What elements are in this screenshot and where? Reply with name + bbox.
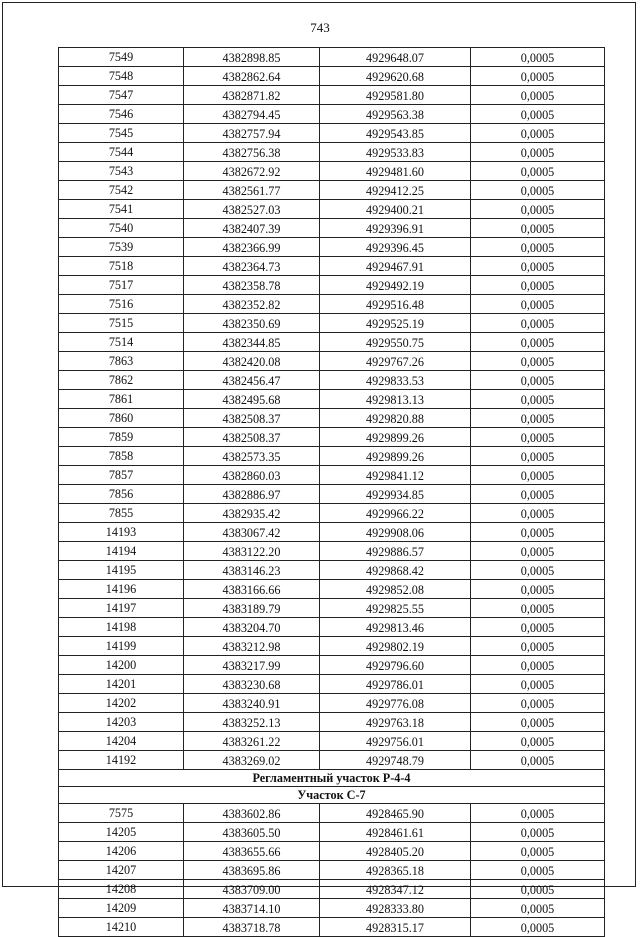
accuracy-cell: 0,0005 [471, 371, 605, 390]
point-number-cell: 14204 [59, 732, 184, 751]
table-row [59, 751, 605, 770]
accuracy-cell: 0,0005 [471, 899, 605, 918]
accuracy-cell: 0,0005 [471, 352, 605, 371]
accuracy-cell: 0,0005 [471, 409, 605, 428]
table-row [59, 599, 605, 618]
table-row [59, 899, 605, 918]
point-number-cell: 14206 [59, 842, 184, 861]
x-coordinate-cell: 4383655.66 [184, 842, 320, 861]
x-coordinate-cell: 4382344.85 [184, 333, 320, 352]
point-number-cell: 14193 [59, 523, 184, 542]
table-row [59, 580, 605, 599]
table-row [59, 428, 605, 447]
y-coordinate-cell: 4929796.60 [320, 656, 471, 675]
point-number-cell: 7540 [59, 219, 184, 238]
table-row [59, 656, 605, 675]
y-coordinate-cell: 4929886.57 [320, 542, 471, 561]
point-number-cell: 7856 [59, 485, 184, 504]
x-coordinate-cell: 4383166.66 [184, 580, 320, 599]
accuracy-cell: 0,0005 [471, 713, 605, 732]
y-coordinate-cell: 4929648.07 [320, 48, 471, 67]
y-coordinate-cell: 4929756.01 [320, 732, 471, 751]
x-coordinate-cell: 4382508.37 [184, 409, 320, 428]
accuracy-cell: 0,0005 [471, 880, 605, 899]
x-coordinate-cell: 4383189.79 [184, 599, 320, 618]
point-number-cell: 7544 [59, 143, 184, 162]
y-coordinate-cell: 4929802.19 [320, 637, 471, 656]
x-coordinate-cell: 4382358.78 [184, 276, 320, 295]
accuracy-cell: 0,0005 [471, 124, 605, 143]
accuracy-cell: 0,0005 [471, 694, 605, 713]
y-coordinate-cell: 4929767.26 [320, 352, 471, 371]
table-row [59, 295, 605, 314]
y-coordinate-cell: 4929763.18 [320, 713, 471, 732]
table-row [59, 181, 605, 200]
section-row [59, 770, 605, 787]
point-number-cell: 14197 [59, 599, 184, 618]
table-row [59, 561, 605, 580]
accuracy-cell: 0,0005 [471, 295, 605, 314]
x-coordinate-cell: 4382862.64 [184, 67, 320, 86]
table-row [59, 504, 605, 523]
x-coordinate-cell: 4382573.35 [184, 447, 320, 466]
y-coordinate-cell: 4929400.21 [320, 200, 471, 219]
y-coordinate-cell: 4929581.80 [320, 86, 471, 105]
x-coordinate-cell: 4382794.45 [184, 105, 320, 124]
point-number-cell: 7862 [59, 371, 184, 390]
point-number-cell: 7548 [59, 67, 184, 86]
accuracy-cell: 0,0005 [471, 314, 605, 333]
y-coordinate-cell: 4929481.60 [320, 162, 471, 181]
x-coordinate-cell: 4382935.42 [184, 504, 320, 523]
point-number-cell: 7547 [59, 86, 184, 105]
x-coordinate-cell: 4382871.82 [184, 86, 320, 105]
table-body-bottom [59, 804, 605, 937]
accuracy-cell: 0,0005 [471, 276, 605, 295]
accuracy-cell: 0,0005 [471, 162, 605, 181]
table-row [59, 162, 605, 181]
point-number-cell: 7857 [59, 466, 184, 485]
accuracy-cell: 0,0005 [471, 618, 605, 637]
table-row [59, 238, 605, 257]
table-row [59, 447, 605, 466]
y-coordinate-cell: 4929934.85 [320, 485, 471, 504]
x-coordinate-cell: 4383217.99 [184, 656, 320, 675]
point-number-cell: 7516 [59, 295, 184, 314]
y-coordinate-cell: 4929776.08 [320, 694, 471, 713]
subsection-row [59, 787, 605, 804]
point-number-cell: 7539 [59, 238, 184, 257]
x-coordinate-cell: 4382508.37 [184, 428, 320, 447]
table-row [59, 861, 605, 880]
x-coordinate-cell: 4382898.85 [184, 48, 320, 67]
accuracy-cell: 0,0005 [471, 637, 605, 656]
y-coordinate-cell: 4929412.25 [320, 181, 471, 200]
y-coordinate-cell: 4928461.61 [320, 823, 471, 842]
x-coordinate-cell: 4382364.73 [184, 257, 320, 276]
table-row [59, 48, 605, 67]
x-coordinate-cell: 4383204.70 [184, 618, 320, 637]
y-coordinate-cell: 4928365.18 [320, 861, 471, 880]
y-coordinate-cell: 4928465.90 [320, 804, 471, 823]
y-coordinate-cell: 4928333.80 [320, 899, 471, 918]
x-coordinate-cell: 4382420.08 [184, 352, 320, 371]
y-coordinate-cell: 4929852.08 [320, 580, 471, 599]
accuracy-cell: 0,0005 [471, 447, 605, 466]
y-coordinate-cell: 4929966.22 [320, 504, 471, 523]
accuracy-cell: 0,0005 [471, 390, 605, 409]
table-row [59, 86, 605, 105]
table-row [59, 823, 605, 842]
table-row [59, 333, 605, 352]
table-row [59, 804, 605, 823]
x-coordinate-cell: 4383067.42 [184, 523, 320, 542]
x-coordinate-cell: 4382860.03 [184, 466, 320, 485]
y-coordinate-cell: 4929833.53 [320, 371, 471, 390]
table-row [59, 618, 605, 637]
table-row [59, 352, 605, 371]
x-coordinate-cell: 4383122.20 [184, 542, 320, 561]
point-number-cell: 14210 [59, 918, 184, 937]
point-number-cell: 14195 [59, 561, 184, 580]
table-row [59, 390, 605, 409]
point-number-cell: 14192 [59, 751, 184, 770]
point-number-cell: 14196 [59, 580, 184, 599]
section-title: Регламентный участок Р-4-4 [59, 770, 605, 787]
table-row [59, 124, 605, 143]
table-row [59, 842, 605, 861]
point-number-cell: 14200 [59, 656, 184, 675]
y-coordinate-cell: 4929748.79 [320, 751, 471, 770]
point-number-cell: 14202 [59, 694, 184, 713]
y-coordinate-cell: 4929467.91 [320, 257, 471, 276]
x-coordinate-cell: 4383718.78 [184, 918, 320, 937]
accuracy-cell: 0,0005 [471, 48, 605, 67]
point-number-cell: 7545 [59, 124, 184, 143]
accuracy-cell: 0,0005 [471, 918, 605, 937]
y-coordinate-cell: 4929543.85 [320, 124, 471, 143]
x-coordinate-cell: 4382495.68 [184, 390, 320, 409]
y-coordinate-cell: 4929492.19 [320, 276, 471, 295]
table-row [59, 485, 605, 504]
table-section-headers [59, 770, 605, 804]
accuracy-cell: 0,0005 [471, 561, 605, 580]
y-coordinate-cell: 4929396.45 [320, 238, 471, 257]
y-coordinate-cell: 4928315.17 [320, 918, 471, 937]
point-number-cell: 7517 [59, 276, 184, 295]
y-coordinate-cell: 4929620.68 [320, 67, 471, 86]
point-number-cell: 7541 [59, 200, 184, 219]
y-coordinate-cell: 4929396.91 [320, 219, 471, 238]
y-coordinate-cell: 4929899.26 [320, 447, 471, 466]
table-row [59, 732, 605, 751]
x-coordinate-cell: 4382886.97 [184, 485, 320, 504]
y-coordinate-cell: 4929525.19 [320, 314, 471, 333]
y-coordinate-cell: 4929563.38 [320, 105, 471, 124]
accuracy-cell: 0,0005 [471, 257, 605, 276]
table-row [59, 637, 605, 656]
accuracy-cell: 0,0005 [471, 823, 605, 842]
x-coordinate-cell: 4382527.03 [184, 200, 320, 219]
x-coordinate-cell: 4383261.22 [184, 732, 320, 751]
y-coordinate-cell: 4928347.12 [320, 880, 471, 899]
accuracy-cell: 0,0005 [471, 181, 605, 200]
y-coordinate-cell: 4929908.06 [320, 523, 471, 542]
accuracy-cell: 0,0005 [471, 580, 605, 599]
y-coordinate-cell: 4929516.48 [320, 295, 471, 314]
y-coordinate-cell: 4929868.42 [320, 561, 471, 580]
accuracy-cell: 0,0005 [471, 200, 605, 219]
x-coordinate-cell: 4383230.68 [184, 675, 320, 694]
point-number-cell: 14203 [59, 713, 184, 732]
table-row [59, 276, 605, 295]
accuracy-cell: 0,0005 [471, 485, 605, 504]
accuracy-cell: 0,0005 [471, 67, 605, 86]
table-row [59, 880, 605, 899]
accuracy-cell: 0,0005 [471, 804, 605, 823]
y-coordinate-cell: 4929550.75 [320, 333, 471, 352]
x-coordinate-cell: 4382756.38 [184, 143, 320, 162]
point-number-cell: 7863 [59, 352, 184, 371]
y-coordinate-cell: 4929825.55 [320, 599, 471, 618]
point-number-cell: 14209 [59, 899, 184, 918]
table-row [59, 105, 605, 124]
x-coordinate-cell: 4382672.92 [184, 162, 320, 181]
x-coordinate-cell: 4383709.00 [184, 880, 320, 899]
point-number-cell: 7855 [59, 504, 184, 523]
point-number-cell: 7542 [59, 181, 184, 200]
y-coordinate-cell: 4929813.13 [320, 390, 471, 409]
accuracy-cell: 0,0005 [471, 466, 605, 485]
point-number-cell: 14198 [59, 618, 184, 637]
x-coordinate-cell: 4383212.98 [184, 637, 320, 656]
y-coordinate-cell: 4928405.20 [320, 842, 471, 861]
point-number-cell: 14208 [59, 880, 184, 899]
point-number-cell: 7518 [59, 257, 184, 276]
point-number-cell: 7543 [59, 162, 184, 181]
y-coordinate-cell: 4929786.01 [320, 675, 471, 694]
x-coordinate-cell: 4383146.23 [184, 561, 320, 580]
table-row [59, 675, 605, 694]
point-number-cell: 7859 [59, 428, 184, 447]
accuracy-cell: 0,0005 [471, 143, 605, 162]
table-row [59, 200, 605, 219]
accuracy-cell: 0,0005 [471, 219, 605, 238]
table-row [59, 143, 605, 162]
x-coordinate-cell: 4382456.47 [184, 371, 320, 390]
accuracy-cell: 0,0005 [471, 732, 605, 751]
x-coordinate-cell: 4383252.13 [184, 713, 320, 732]
x-coordinate-cell: 4382352.82 [184, 295, 320, 314]
point-number-cell: 14199 [59, 637, 184, 656]
point-number-cell: 7858 [59, 447, 184, 466]
y-coordinate-cell: 4929841.12 [320, 466, 471, 485]
accuracy-cell: 0,0005 [471, 751, 605, 770]
y-coordinate-cell: 4929820.88 [320, 409, 471, 428]
point-number-cell: 7514 [59, 333, 184, 352]
subsection-title: Участок С-7 [59, 787, 605, 804]
x-coordinate-cell: 4383605.50 [184, 823, 320, 842]
accuracy-cell: 0,0005 [471, 675, 605, 694]
point-number-cell: 7549 [59, 48, 184, 67]
table-row [59, 694, 605, 713]
accuracy-cell: 0,0005 [471, 504, 605, 523]
table-row [59, 542, 605, 561]
table-row [59, 918, 605, 937]
x-coordinate-cell: 4382757.94 [184, 124, 320, 143]
accuracy-cell: 0,0005 [471, 861, 605, 880]
accuracy-cell: 0,0005 [471, 238, 605, 257]
x-coordinate-cell: 4382350.69 [184, 314, 320, 333]
y-coordinate-cell: 4929899.26 [320, 428, 471, 447]
table-row [59, 257, 605, 276]
table-body-top [59, 48, 605, 770]
y-coordinate-cell: 4929533.83 [320, 143, 471, 162]
accuracy-cell: 0,0005 [471, 105, 605, 124]
point-number-cell: 14207 [59, 861, 184, 880]
accuracy-cell: 0,0005 [471, 599, 605, 618]
table-row [59, 219, 605, 238]
table-row [59, 466, 605, 485]
table-row [59, 713, 605, 732]
point-number-cell: 7575 [59, 804, 184, 823]
x-coordinate-cell: 4383602.86 [184, 804, 320, 823]
accuracy-cell: 0,0005 [471, 86, 605, 105]
x-coordinate-cell: 4382366.99 [184, 238, 320, 257]
x-coordinate-cell: 4382561.77 [184, 181, 320, 200]
x-coordinate-cell: 4383714.10 [184, 899, 320, 918]
table-row [59, 523, 605, 542]
point-number-cell: 7546 [59, 105, 184, 124]
x-coordinate-cell: 4383240.91 [184, 694, 320, 713]
x-coordinate-cell: 4383695.86 [184, 861, 320, 880]
y-coordinate-cell: 4929813.46 [320, 618, 471, 637]
x-coordinate-cell: 4382407.39 [184, 219, 320, 238]
table-row [59, 314, 605, 333]
x-coordinate-cell: 4383269.02 [184, 751, 320, 770]
table-row [59, 409, 605, 428]
point-number-cell: 7861 [59, 390, 184, 409]
accuracy-cell: 0,0005 [471, 842, 605, 861]
coordinates-table [58, 47, 605, 937]
point-number-cell: 14201 [59, 675, 184, 694]
accuracy-cell: 0,0005 [471, 428, 605, 447]
accuracy-cell: 0,0005 [471, 333, 605, 352]
accuracy-cell: 0,0005 [471, 523, 605, 542]
point-number-cell: 14194 [59, 542, 184, 561]
point-number-cell: 7860 [59, 409, 184, 428]
accuracy-cell: 0,0005 [471, 656, 605, 675]
point-number-cell: 14205 [59, 823, 184, 842]
page-number: 743 [310, 20, 330, 35]
accuracy-cell: 0,0005 [471, 542, 605, 561]
table-row [59, 67, 605, 86]
table-row [59, 371, 605, 390]
point-number-cell: 7515 [59, 314, 184, 333]
